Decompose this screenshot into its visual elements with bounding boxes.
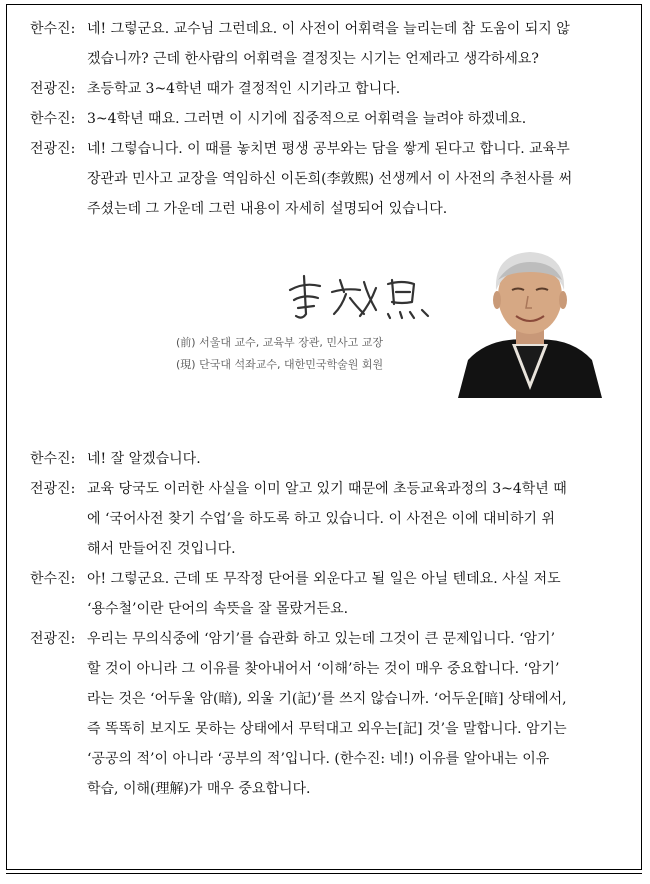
- speaker-label: 전광진:: [30, 81, 76, 97]
- dialogue-turn: [30, 134, 628, 224]
- bottom-rule: [6, 873, 642, 874]
- speaker-label: 전광진:: [30, 141, 76, 157]
- dialogue-text: [87, 474, 628, 564]
- dialogue-text: [87, 14, 628, 74]
- recommender-figure: [30, 240, 628, 436]
- dialogue-turn: [30, 74, 628, 104]
- dialogue-turn: [30, 474, 628, 564]
- text-line: 3~4학년 때요. 그러면 이 시기에 집중적으로 어휘력을 늘려야 하겠네요.: [87, 111, 527, 127]
- text-line: 네! 잘 알겠습니다.: [87, 451, 201, 467]
- text-line: 교육 당국도 이러한 사실을 이미 알고 있기 때문에 초등교육과정의 3~4학년 때: [87, 481, 567, 497]
- text-line: 네! 그렇군요. 교수님 그런데요. 이 사전이 어휘력을 늘리는데 참 도움이 되지 않: [87, 21, 570, 37]
- speaker-label: 전광진:: [30, 631, 76, 647]
- text-line: 즉 똑똑히 보지도 못하는 상태에서 무턱대고 외우는[記] 것’을 말합니다. 암기는: [87, 721, 567, 737]
- dialogue-text: [87, 134, 628, 224]
- text-line: 아! 그렇군요. 근데 또 무작정 단어를 외운다고 될 일은 아닐 텐데요. 사실 저도: [87, 571, 561, 587]
- text-line: 해서 만들어진 것입니다.: [87, 541, 236, 557]
- dialogue-text: [87, 444, 628, 474]
- text-line: 겠습니까? 근데 한사람의 어휘력을 결정짓는 시기는 언제라고 생각하세요?: [87, 51, 539, 67]
- text-line: ‘용수철’이란 단어의 속뜻을 잘 몰랐거든요.: [87, 601, 349, 617]
- document-body: [30, 14, 628, 804]
- caption-former-positions: (前) 서울대 교수, 교육부 장관, 민사고 교장: [176, 336, 383, 349]
- speaker-label: 한수진:: [30, 571, 76, 587]
- speaker-label: 한수진:: [30, 451, 76, 467]
- signature-image: [284, 270, 434, 322]
- speaker-label: 한수진:: [30, 21, 76, 37]
- dialogue-turn: [30, 564, 628, 624]
- text-line: 네! 그렇습니다. 이 때를 놓치면 평생 공부와는 담을 쌓게 된다고 합니다. 교육부: [87, 141, 570, 157]
- text-line: 에 ‘국어사전 찾기 수업’을 하도록 하고 있습니다. 이 사전은 이에 대비하기 위: [87, 511, 556, 527]
- speaker-label: 전광진:: [30, 481, 76, 497]
- dialogue-text: [87, 104, 628, 134]
- dialogue-turn: [30, 14, 628, 74]
- text-line: ‘공공의 적’이 아니라 ‘공부의 적’입니다. (한수진: 네!) 이유를 알아내는 이유: [87, 751, 550, 767]
- text-line: 장관과 민사고 교장을 역임하신 이돈희(李敦熙) 선생께서 이 사전의 추천사를 써: [87, 171, 573, 187]
- dialogue-text: [87, 624, 628, 804]
- caption-current-positions: (現) 단국대 석좌교수, 대한민국학술원 회원: [176, 358, 384, 371]
- text-line: 초등학교 3~4학년 때가 결정적인 시기라고 합니다.: [87, 81, 401, 97]
- text-line: 주셨는데 그 가운데 그런 내용이 자세히 설명되어 있습니다.: [87, 201, 448, 217]
- dialogue-turn: [30, 444, 628, 474]
- dialogue-text: [87, 564, 628, 624]
- text-line: 학습, 이해(理解)가 매우 중요합니다.: [87, 781, 311, 797]
- dialogue-text: [87, 74, 628, 104]
- speaker-label: 한수진:: [30, 111, 76, 127]
- text-line: 할 것이 아니라 그 이유를 찾아내어서 ‘이해’하는 것이 매우 중요합니다. ‘암기’: [87, 661, 560, 677]
- text-line: 라는 것은 ‘어두울 암(暗), 외울 기(記)’를 쓰지 않습니까. ‘어두운[暗] 상태에서,: [87, 691, 567, 707]
- dialogue-turn: [30, 104, 628, 134]
- dialogue-turn: [30, 624, 628, 804]
- text-line: 우리는 무의식중에 ‘암기’를 습관화 하고 있는데 그것이 큰 문제입니다. ‘암기’: [87, 631, 556, 647]
- portrait-photo: [450, 240, 610, 398]
